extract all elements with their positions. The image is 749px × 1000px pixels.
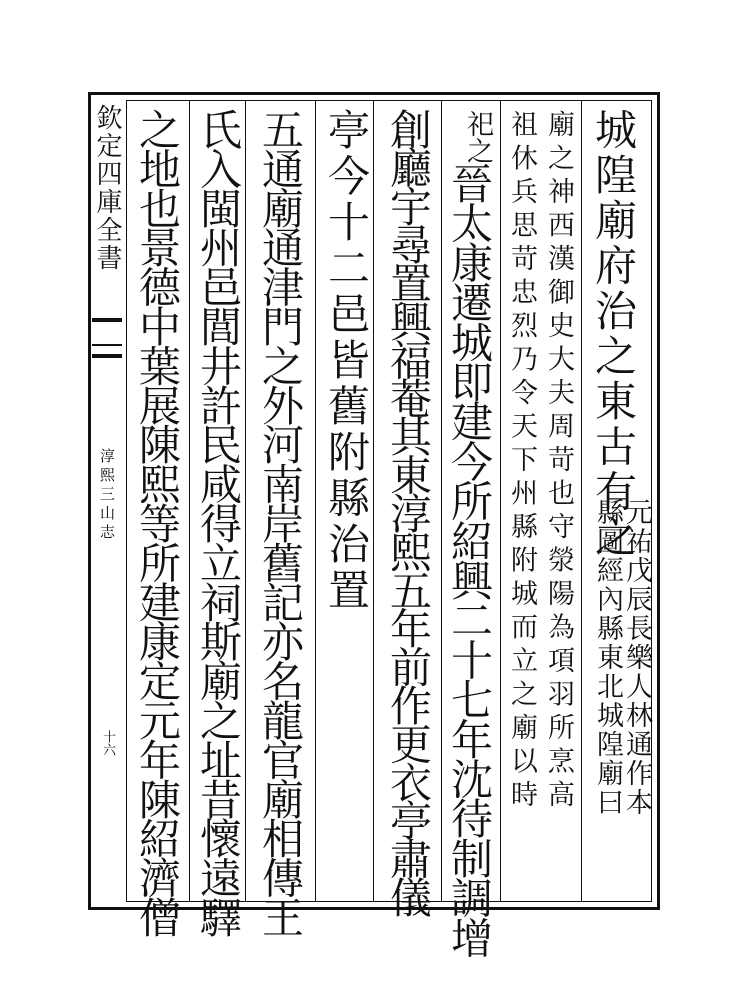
- annotation-line: 祀之: [462, 110, 493, 164]
- text-column-3: 晉太康遷城即建今所紹興二十七年沈待制調增: [445, 162, 494, 957]
- text-column-7: 氏入閩州邑閭井許民咸得立祠斯廟之址昔懷遠驛: [194, 108, 243, 936]
- column-rule: [500, 100, 501, 902]
- text-column-8: 之地也景德中葉展陳熙等所建康定元年陳紹濟僧: [133, 108, 182, 936]
- column-rule: [315, 100, 316, 902]
- column-rule: [373, 100, 374, 902]
- column-rule: [189, 100, 190, 902]
- book-title: 淳熙三山志: [98, 448, 116, 543]
- text-column-4: 創廳宇尋置興福菴其東淳熙五年前作更衣亭肅儀: [384, 108, 433, 915]
- text-column-6: 五通廟通津門之外河南岸舊記亦名龍官廟相傳王: [256, 108, 305, 936]
- column-rule: [245, 100, 246, 902]
- text-column-1: 城隍廟府治之東古有之: [589, 108, 638, 560]
- annotation-line: 元祐戊辰長樂人林通作本: [621, 498, 652, 817]
- text-column-5: 亭今十二邑皆舊附縣治置: [322, 108, 371, 614]
- annotation-line: 縣圖經內縣東北城隍廟曰: [592, 498, 623, 817]
- page-number: 十六: [100, 730, 115, 756]
- fish-tail-mark: [92, 318, 122, 358]
- annotation-line: 廟之神西漢御史大夫周苛也守滎陽為項羽所烹高: [543, 110, 574, 814]
- annotation-line: 祖休兵思苛忠烈乃令天下州縣附城而立之廟以時: [506, 110, 537, 814]
- library-title: 欽定四庫全書: [92, 104, 122, 272]
- column-rule: [581, 100, 582, 902]
- column-rule: [441, 100, 442, 902]
